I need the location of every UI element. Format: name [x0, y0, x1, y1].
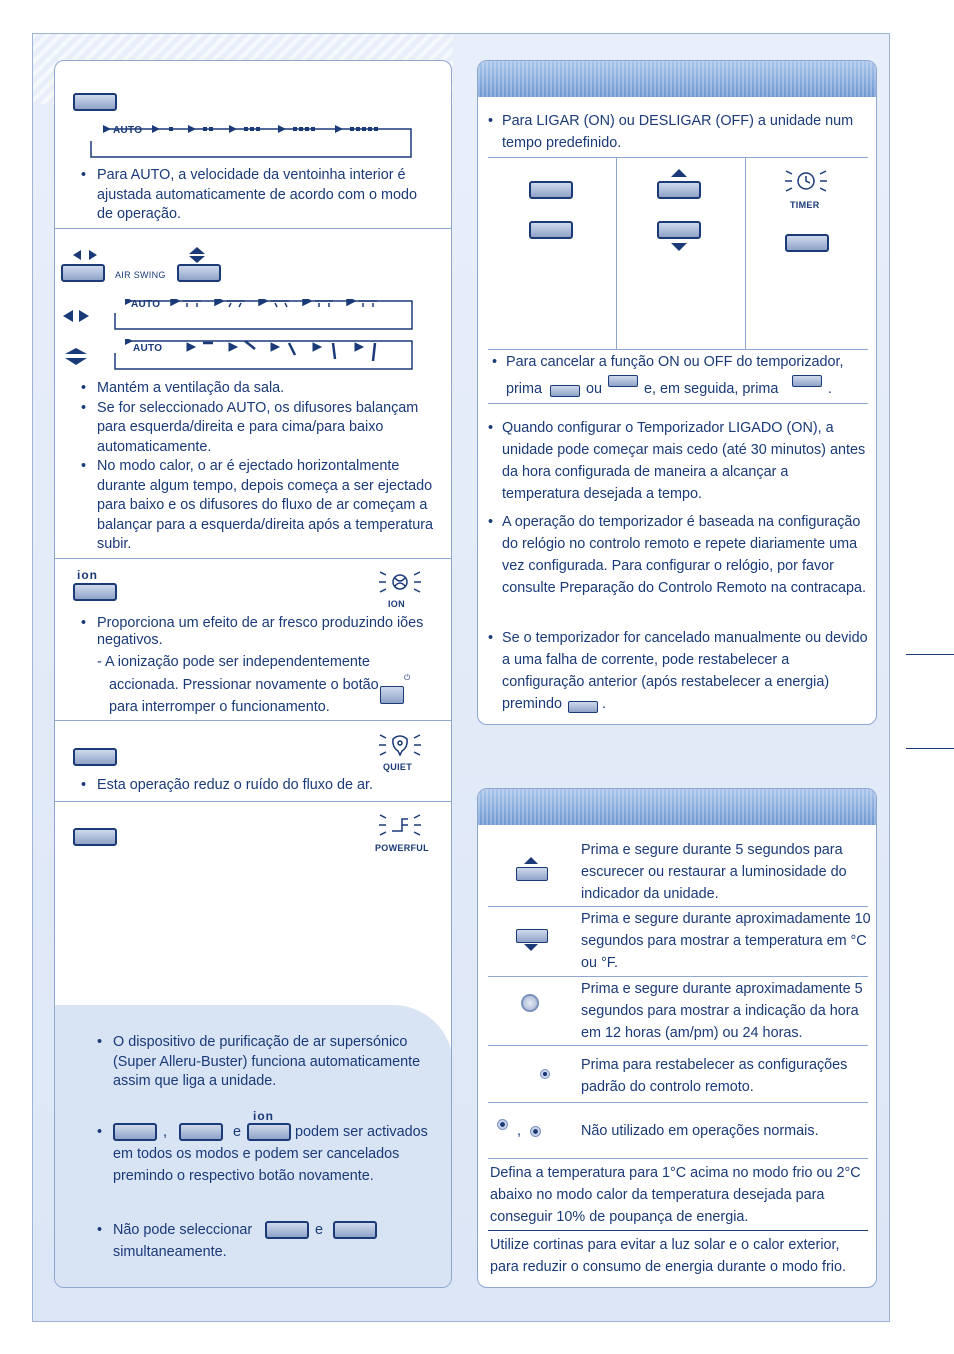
- ion-button[interactable]: [73, 583, 117, 601]
- quiet-indicator-label: QUIET: [383, 762, 413, 772]
- tips-panel: [477, 788, 877, 1288]
- purifier-button-2[interactable]: [179, 1123, 223, 1141]
- swing-h-auto-label: AUTO: [131, 299, 161, 310]
- down-arrow-icon: [524, 944, 538, 951]
- quiet-bullet: • Esta operação reduz o ruído do fluxo de ar.: [81, 777, 374, 793]
- timer-note1: • Quando configurar o Temporizador LIGADO (ON), a unidade pode começar mais cedo (até 30 minutos) antes da hora configurada de maneira a alcançar a temperatura desejada a tempo.: [488, 420, 866, 502]
- time-down-button[interactable]: [657, 221, 701, 239]
- page-edge-marker: [906, 654, 954, 655]
- up-arrow-icon: [524, 857, 538, 864]
- purifier-bullet3-line2: simultaneamente.: [113, 1244, 227, 1260]
- vertical-swing-diagram: [57, 339, 417, 373]
- reset-button-icon[interactable]: [540, 1069, 550, 1079]
- ion-bullet: • Proporciona um efeito de ar fresco produzindo iões negativos.: [81, 615, 424, 648]
- purifier-button-ion[interactable]: [247, 1123, 291, 1141]
- page-frame: [32, 33, 890, 1322]
- purifier-bullet2-line3: premindo o respectivo botão novamente.: [113, 1168, 374, 1184]
- horizontal-swing-diagram: [57, 299, 417, 333]
- purifier-bullet2-line2: em todos os modos e podem ser cancelados: [113, 1146, 400, 1162]
- divider: [55, 801, 452, 802]
- ion-small-button[interactable]: [380, 686, 404, 704]
- purifier-button-4[interactable]: [333, 1221, 377, 1239]
- timer-header: [478, 61, 876, 97]
- divider: [616, 157, 617, 349]
- divider: [488, 1158, 868, 1159]
- powerful-button[interactable]: [73, 828, 117, 846]
- divider: [488, 1230, 868, 1231]
- unused-button-b-icon: [530, 1126, 541, 1137]
- powerful-indicator-icon: [378, 809, 422, 843]
- timer-clock-icon: [784, 167, 828, 195]
- left-panel: AUTO • Para AUTO, a velocidade da ventoinha interior é ajustada automaticamente de acordo com o modo de operação. AIR SWING AUTO AUTO • Mantém a ventilação da sala. • Se for seleccionado AUTO, os difusores balançam para esquerda/direita e para cima/para baixo automaticamente. • No modo calor, o ar é ejectado horizontalmente durante algum tempo, depois começa a ser ejectado para baixo e os difusores do fluxo de ar começam a balançar para a esquerda/direita após a temperatura subir. ion ION • Proporciona um efeito de ar fresco produzindo iões negativos. - A ionização pode ser independentemente accionada. Pressionar novamente o botão para interromper o funcionamento. ⏻ QUIET • Esta operação reduz o ruído do fluxo de ar. POWERFUL • O dispositivo de purificação de ar supersónico (Super Alleru-Buster) funciona automaticamente assim que liga a unidade. ion • , e podem ser activados em todos os modos e podem ser cancelados premindo o respectivo botão novamente. • Não pode seleccionar e simultaneamente.: [54, 60, 452, 1288]
- timer-intro: • Para LIGAR (ON) ou DESLIGAR (OFF) a unidade num tempo predefinido.: [488, 113, 854, 151]
- timer-cancel-line1: • Para cancelar a função ON ou OFF do temporizador,: [492, 354, 844, 370]
- swing-v-auto-label: AUTO: [133, 343, 163, 354]
- energy-saving-2: Utilize cortinas para evitar a luz solar e o calor exterior, para reduzir o consumo de energia durante o modo frio.: [490, 1237, 846, 1275]
- timer-label: TIMER: [790, 200, 820, 210]
- divider: [488, 906, 868, 907]
- timer-off-button[interactable]: [529, 221, 573, 239]
- unused-button-a-icon: [497, 1119, 508, 1130]
- divider: [488, 349, 868, 350]
- purifier-button-1[interactable]: [113, 1123, 157, 1141]
- purifier-bullet1: • O dispositivo de purificação de ar supersónico (Super Alleru-Buster) funciona automaticamente assim que liga a unidade.: [97, 1034, 421, 1089]
- timer-note2: • A operação do temporizador é baseada na configuração do relógio no controlo remoto e repete diariamente uma vez configurada. Para configurar o relógio, por favor consulte Preparação do Controlo Remoto na contracapa.: [488, 514, 866, 596]
- power-icon: ⏻: [404, 673, 411, 682]
- tip-row-4: Prima para restabelecer as configurações padrão do controlo remoto.: [581, 1057, 848, 1095]
- fan-auto-label: AUTO: [113, 125, 143, 136]
- timer-set-button[interactable]: [785, 234, 829, 252]
- clock-button-icon[interactable]: [521, 994, 539, 1012]
- ion-indicator-icon: [378, 566, 422, 600]
- purifier-button-3[interactable]: [265, 1221, 309, 1239]
- vertical-swing-button[interactable]: [177, 264, 221, 282]
- divider: [745, 157, 746, 349]
- tip-row-2: Prima e segure durante aproximadamente 10 segundos para mostrar a temperatura em °C ou °F.: [581, 911, 871, 971]
- vertical-swing-arrow-icon: [189, 247, 205, 263]
- divider: [488, 976, 868, 977]
- air-swing-bullets: • Mantém a ventilação da sala. • Se for seleccionado AUTO, os difusores balançam para esquerda/direita e para cima/para baixo automaticamente. • No modo calor, o ar é ejectado horizontalmente durante algum tempo, depois começa a ser ejectado para baixo e os difusores do fluxo de ar começam a balançar para a esquerda/direita após a temperatura subir.: [81, 380, 433, 552]
- air-swing-label: AIR SWING: [115, 270, 166, 280]
- ion-button-label: ion: [77, 568, 98, 582]
- tip-row-5: Não utilizado em operações normais.: [581, 1123, 819, 1139]
- timer-panel: • Para LIGAR (ON) ou DESLIGAR (OFF) a unidade num tempo predefinido. TIMER • Para cancelar a função ON ou OFF do temporizador, prima ou e, em seguida, prima . • Quando configurar o Temporizador LIGADO (ON), a unidade pode começar mais cedo (até 30 minutos) antes da hora configurada de maneira a alcançar a temperatura desejada a tempo. • A operação do temporizador é baseada na configuração do relógio no controlo remoto e repete diariamente uma vez configurada. Para configurar o relógio, por favor consulte Preparação do Controlo Remoto na contracapa. • Se o temporizador for cancelado manualmente ou devido a uma falha de corrente, pode restabelecer a configuração anterior (após restabelecer a energia) premindo .: [477, 60, 877, 725]
- divider: [488, 157, 868, 158]
- fan-speed-bullet: • Para AUTO, a velocidade da ventoinha interior é ajustada automaticamente de acordo com o modo de operação.: [81, 167, 417, 222]
- powerful-indicator-label: POWERFUL: [375, 843, 429, 853]
- horizontal-swing-button[interactable]: [61, 264, 105, 282]
- divider: [55, 228, 452, 229]
- ion-sub-line3: para interromper o funcionamento.: [109, 699, 330, 715]
- brightness-button[interactable]: [516, 867, 548, 881]
- temp-unit-button[interactable]: [516, 929, 548, 943]
- time-up-arrow-icon: [671, 169, 687, 177]
- restore-timer-button[interactable]: [568, 701, 598, 713]
- ion-sub-line1: - A ionização pode ser independentemente: [97, 654, 370, 670]
- page-edge-marker: [906, 748, 954, 749]
- purifier-ion-label: ion: [253, 1109, 274, 1123]
- divider: [488, 1102, 868, 1103]
- time-up-button[interactable]: [657, 181, 701, 199]
- unused-comma: ,: [517, 1123, 521, 1139]
- time-down-arrow-icon: [671, 243, 687, 251]
- divider: [55, 720, 452, 721]
- cancel-on-button[interactable]: [550, 385, 580, 397]
- timer-note3: • Se o temporizador for cancelado manualmente ou devido a uma falha de corrente, pode restabelecer a configuração anterior (após restabelecer a energia): [488, 630, 868, 690]
- divider: [55, 558, 452, 559]
- quiet-indicator-icon: [378, 729, 422, 763]
- cancel-timer-button[interactable]: [792, 375, 822, 387]
- ion-sub-line2: accionada. Pressionar novamente o botão: [109, 677, 379, 693]
- ion-indicator-label: ION: [388, 599, 405, 609]
- quiet-button[interactable]: [73, 748, 117, 766]
- timer-on-button[interactable]: [529, 181, 573, 199]
- divider: [488, 1045, 868, 1046]
- cancel-off-button[interactable]: [608, 375, 638, 387]
- fan-speed-button[interactable]: [73, 93, 117, 111]
- energy-saving-1: Defina a temperatura para 1°C acima no modo frio ou 2°C abaixo no modo calor da temperatura desejada para conseguir 10% de poupança de energia.: [490, 1165, 861, 1225]
- tip-row-1: Prima e segure durante 5 segundos para escurecer ou restaurar a luminosidade do indicador da unidade.: [581, 842, 847, 902]
- tips-header: [478, 789, 876, 825]
- tip-row-3: Prima e segure durante aproximadamente 5 segundos para mostrar a indicação da hora em 12 horas (am/pm) ou 24 horas.: [581, 981, 863, 1041]
- divider: [488, 403, 868, 404]
- horizontal-swing-arrow-icon: [73, 249, 97, 261]
